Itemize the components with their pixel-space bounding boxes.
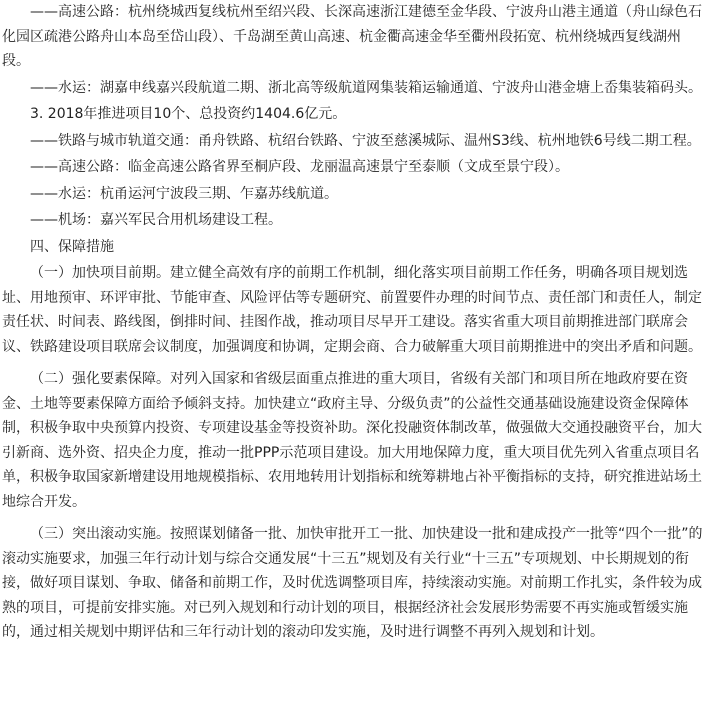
section-heading-safeguards: 四、保障措施 bbox=[30, 238, 114, 255]
paragraph-rolling-implementation: （三）突出滚动实施。按照谋划储备一批、加快审批开工一批、加快建设一批和建成投产一批等“四个一批”的滚动实施要求，加强三年行动计划与综合交通发展“十三五”规划及有关行业“十三五”专项规划、中长期规划的衔接，做好项目谋划、争取、储备和前期工作，及时优选调整项目库，持续滚动实施。对前期工作扎实，条件较为成熟的项目，可提前安排实施。对已列入规划和行动计划的项目，根据经济社会发展形势需要不再实施或暂缓实施的，通过相关规划中期评估和三年行动计划的滚动印发实施，及时进行调整不再列入规划和计划。 bbox=[2, 526, 703, 640]
paragraph-highway-projects: ——高速公路：杭州绕城西复线杭州至绍兴段、长深高速浙江建德至金华段、宁波舟山港主通道（舟山绿色石化园区疏港公路舟山本岛至岱山段）、千岛湖至黄山高速、杭金衢高速金华至衢州段拓宽、杭州绕城西复线湖州段。 bbox=[2, 4, 702, 69]
paragraph-airport: ——机场：嘉兴军民合用机场建设工程。 bbox=[30, 212, 282, 228]
paragraph-accelerate-preliminary: （一）加快项目前期。建立健全高效有序的前期工作机制，细化落实项目前期工作任务，明确各项目规划选址、用地预审、环评审批、节能审查、风险评估等专题研究、前置要件办理的时间节点、责任部门和责任人，制定责任状、时间表、路线图，倒排时间、挂图作战，推动项目尽早开工建设。落实省重大项目前期推进部门联席会议、铁路建设项目联席会议制度，加强调度和协调，定期会商、合力破解重大项目前期推进中的突出矛盾和问题。 bbox=[2, 265, 702, 355]
paragraph-2018-projects: 3. 2018年推进项目10个、总投资约1404.6亿元。 bbox=[30, 106, 347, 122]
paragraph-rail-transit: ——铁路与城市轨道交通：甬舟铁路、杭绍台铁路、宁波至慈溪城际、温州S3线、杭州地铁6号线二期工程。 bbox=[30, 132, 701, 149]
paragraph-waterway-projects: ——水运：湖嘉申线嘉兴段航道二期、浙北高等级航道网集装箱运输通道、宁波舟山港金塘上岙集装箱码头。 bbox=[30, 79, 702, 96]
paragraph-highway-2018: ——高速公路：临金高速公路省界至桐庐段、龙丽温高速景宁至泰顺（文成至景宁段）。 bbox=[30, 159, 569, 175]
paragraph-waterway-2018: ——水运：杭甬运河宁波段三期、乍嘉苏线航道。 bbox=[30, 185, 338, 202]
paragraph-strengthen-resources: （二）强化要素保障。对列入国家和省级层面重点推进的重大项目，省级有关部门和项目所在地政府要在资金、土地等要素保障方面给予倾斜支持。加快建立“政府主导、分级负责”的公益性交通基础设施建设资金保障体制，积极争取中央预算内投资、专项建设基金等投资补助。深化投融资体制改革，做强做大交通投融资平台，加大引新商、选外资、招央企力度，推动一批PPP示范项目建设。加大用地保障力度，重大项目优先列入省重点项目名单，积极争取国家新增建设用地规模指标、农用地转用计划指标和统筹耕地占补平衡指标的支持，研究推进站场土地综合开发。 bbox=[2, 371, 702, 510]
